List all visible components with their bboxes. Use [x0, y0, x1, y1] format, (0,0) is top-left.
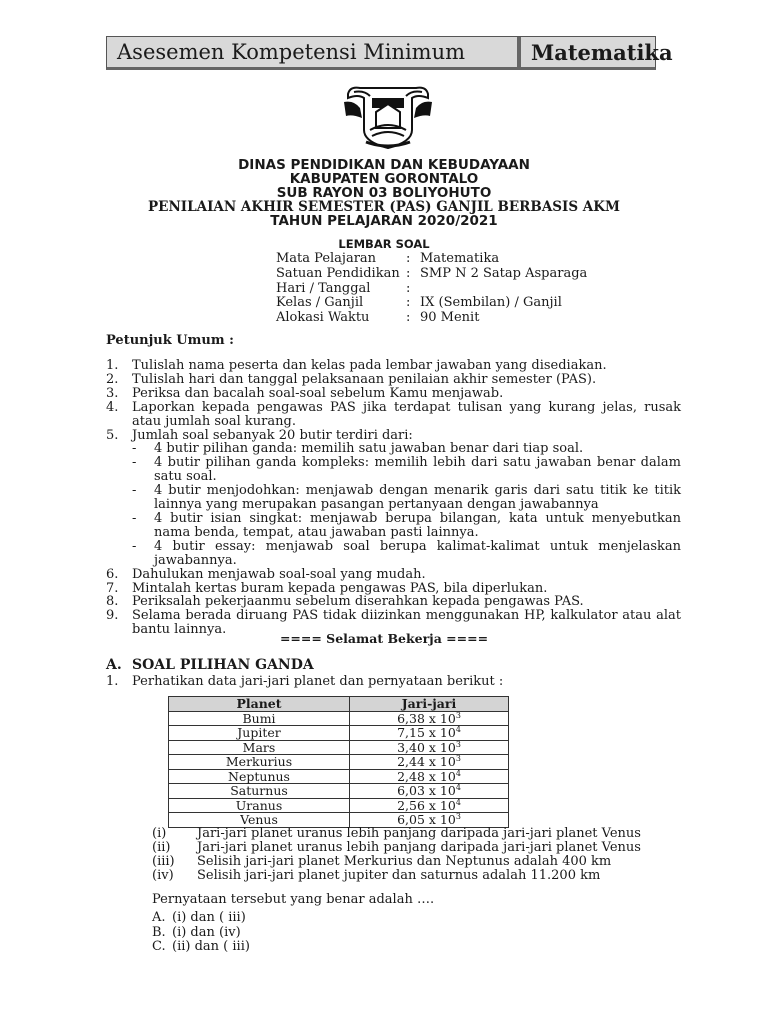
answer-option[interactable] [152, 911, 250, 926]
question-prompt: Pernyataan tersebut yang benar adalah …. [152, 892, 435, 907]
title-line-3: SUB RAYON 03 BOLIYOHUTO [276, 185, 492, 201]
list-number: 9. [106, 608, 119, 624]
sub-text: 4 butir pilihan ganda kompleks: memilih lebih dari satu jawaban benar dalam satu soal. [154, 455, 681, 485]
planet-cell: Venus [169, 813, 350, 828]
statement-text: Jari-jari planet uranus lebih panjang daripada jari-jari planet Venus [197, 826, 641, 841]
identity-row [276, 311, 587, 326]
list-item [106, 595, 681, 609]
sub-dash: - [132, 441, 137, 457]
planet-cell: Merkurius [169, 755, 350, 770]
option-letter: C. [152, 939, 166, 954]
table-row [169, 755, 509, 770]
statement-item [152, 855, 641, 869]
statement-item [152, 841, 641, 855]
sub-text: 4 butir menjodohkan: menjawab dengan menarik garis dari satu titik ke titik lainnya yang merupakan pasangan pertanyaan dengan jawabannya [154, 483, 681, 513]
table-row [169, 726, 509, 741]
section-letter: A. [106, 657, 122, 673]
lembar-soal-title: LEMBAR SOAL [338, 237, 430, 251]
identity-label: Hari / Tanggal [276, 280, 371, 296]
identity-row [276, 296, 587, 311]
list-item [106, 373, 681, 387]
column-header-planet: Planet [169, 697, 350, 712]
sub-dash: - [132, 483, 137, 499]
list-text: Laporkan kepada pengawas PAS jika terdapat tulisan yang kurang jelas, rusak atau jumlah soal kurang. [132, 399, 681, 429]
planet-cell: Jupiter [169, 726, 350, 741]
radius-cell: 7,15 x $10^4$ [350, 726, 509, 741]
table-row [169, 813, 509, 828]
identity-row [276, 267, 587, 282]
radius-cell: 6,38 x $10^3$ [350, 711, 509, 726]
table-row [169, 740, 509, 755]
title-line-4: PENILAIAN AKHIR SEMESTER (PAS) GANJIL BERBASIS AKM [148, 199, 620, 215]
header-bar [106, 36, 673, 70]
emblem-logo [340, 84, 436, 150]
section-title: SOAL PILIHAN GANDA [132, 657, 314, 673]
list-text: Mintalah kertas buram kepada pengawas PAS, bila diperlukan. [132, 580, 548, 596]
table-row [169, 798, 509, 813]
list-number: 4. [106, 399, 119, 415]
table-row [169, 784, 509, 799]
title-line-5: TAHUN PELAJARAN 2020/2021 [270, 213, 498, 229]
table-header-row [169, 697, 509, 712]
identity-label: Mata Pelajaran [276, 251, 377, 266]
option-text: (ii) dan ( iii) [172, 939, 250, 954]
identity-value: 90 Menit [420, 310, 480, 326]
list-number: 7. [106, 580, 119, 596]
list-text: Periksalah pekerjaanmu sebelum diserahkan kepada pengawas PAS. [132, 594, 584, 610]
statement-item [152, 869, 641, 883]
option-text: (i) dan ( iii) [172, 910, 246, 925]
list-item [106, 387, 681, 401]
statements-list [152, 827, 641, 883]
identity-colon: : [406, 310, 411, 326]
sub-list-item [106, 540, 681, 568]
list-number: 6. [106, 566, 119, 582]
list-number: 8. [106, 594, 119, 610]
selamat-bekerja: ==== Selamat Bekerja ==== [279, 631, 489, 646]
list-text: Selama berada diruang PAS tidak diizinkan menggunakan HP, kalkulator atau alat bantu lainnya. [132, 608, 681, 638]
answer-option[interactable] [152, 940, 250, 955]
identity-value: Matematika [420, 251, 500, 266]
list-number: 1. [106, 358, 119, 373]
identity-value: SMP N 2 Satap Asparaga [420, 265, 588, 281]
list-number: 2. [106, 371, 119, 387]
option-text: (i) dan (iv) [172, 924, 241, 940]
statement-item [152, 827, 641, 841]
radius-cell: 3,40 x $10^3$ [350, 740, 509, 755]
sub-text: 4 butir pilihan ganda: memilih satu jawaban benar dari tiap soal. [154, 441, 584, 457]
instructions-list [106, 359, 681, 637]
header-subject: Matematika [531, 40, 673, 65]
identity-colon: : [406, 280, 411, 296]
identity-row [276, 282, 587, 297]
sub-text: 4 butir isian singkat: menjawab berupa bilangan, kata untuk menyebutkan nama benda, tempat, atau jawaban pasti lainnya. [154, 510, 681, 540]
list-text: Dahulukan menjawab soal-soal yang mudah. [132, 566, 426, 582]
radius-cell: 2,44 x $10^3$ [350, 755, 509, 770]
sub-text: 4 butir essay: menjawab soal berupa kalimat-kalimat untuk menjelaskan jawabannya. [154, 538, 681, 568]
planet-cell: Uranus [169, 798, 350, 813]
list-text: Periksa dan bacalah soal-soal sebelum Kamu menjawab. [132, 385, 504, 401]
question-text: Perhatikan data jari-jari planet dan pernyataan berikut : [132, 674, 504, 689]
statement-number: (iii) [152, 854, 175, 869]
list-text: Jumlah soal sebanyak 20 butir terdiri dari: [132, 427, 413, 443]
option-letter: A. [152, 910, 166, 925]
sub-dash: - [132, 455, 137, 471]
identity-label: Kelas / Ganjil [276, 295, 364, 311]
answer-option[interactable] [152, 926, 250, 941]
sub-list-item [106, 442, 681, 456]
identity-label: Alokasi Waktu [276, 310, 370, 326]
question-number: 1. [106, 674, 119, 689]
planet-cell: Saturnus [169, 784, 350, 799]
title-line-2: KABUPATEN GORONTALO [289, 171, 479, 187]
statement-number: (i) [152, 826, 167, 841]
statement-text: Selisih jari-jari planet Merkurius dan Neptunus adalah 400 km [197, 854, 612, 869]
list-item [106, 568, 681, 582]
sub-dash: - [132, 538, 137, 554]
sub-list-item [106, 456, 681, 484]
column-header-radius: Jari-jari [350, 697, 509, 712]
identity-colon: : [406, 295, 411, 311]
table-row [169, 711, 509, 726]
section-heading [106, 657, 314, 673]
list-item [106, 359, 681, 373]
planet-table [168, 696, 509, 828]
identity-colon: : [406, 265, 411, 281]
header-title: Asesemen Kompetensi Minimum [117, 40, 466, 64]
radius-cell: 2,48 x $10^4$ [350, 769, 509, 784]
title-line-1: DINAS PENDIDIKAN DAN KEBUDAYAAN [238, 157, 530, 173]
option-letter: B. [152, 924, 166, 940]
list-item [106, 401, 681, 429]
answer-options [152, 911, 250, 955]
planet-cell: Mars [169, 740, 350, 755]
identity-row [276, 252, 587, 267]
statement-text: Jari-jari planet uranus lebih panjang daripada jari-jari planet Venus [197, 840, 641, 855]
identity-colon: : [406, 251, 411, 266]
statement-number: (ii) [152, 840, 171, 855]
identity-value: IX (Sembilan) / Ganjil [420, 295, 562, 311]
planet-cell: Neptunus [169, 769, 350, 784]
petunjuk-title: Petunjuk Umum : [106, 333, 234, 348]
list-item [106, 429, 681, 443]
list-number: 5. [106, 427, 119, 443]
identity-block [276, 252, 587, 326]
table-row [169, 769, 509, 784]
list-text: Tulislah hari dan tanggal pelaksanaan penilaian akhir semester (PAS). [132, 371, 597, 387]
sub-list-item [106, 484, 681, 512]
question-1 [106, 674, 503, 689]
planet-cell: Bumi [169, 711, 350, 726]
statement-number: (iv) [152, 868, 174, 883]
list-text: Tulislah nama peserta dan kelas pada lembar jawaban yang disediakan. [132, 358, 607, 373]
sub-dash: - [132, 510, 137, 526]
header-divider [517, 37, 521, 68]
identity-label: Satuan Pendidikan [276, 265, 400, 281]
statement-text: Selisih jari-jari planet jupiter dan saturnus adalah 11.200 km [197, 868, 601, 883]
list-number: 3. [106, 385, 119, 401]
sub-list-item [106, 512, 681, 540]
list-item [106, 582, 681, 596]
radius-cell: 6,05 x $10^3$ [350, 813, 509, 828]
radius-cell: 2,56 x $10^4$ [350, 798, 509, 813]
radius-cell: 6,03 x $10^4$ [350, 784, 509, 799]
